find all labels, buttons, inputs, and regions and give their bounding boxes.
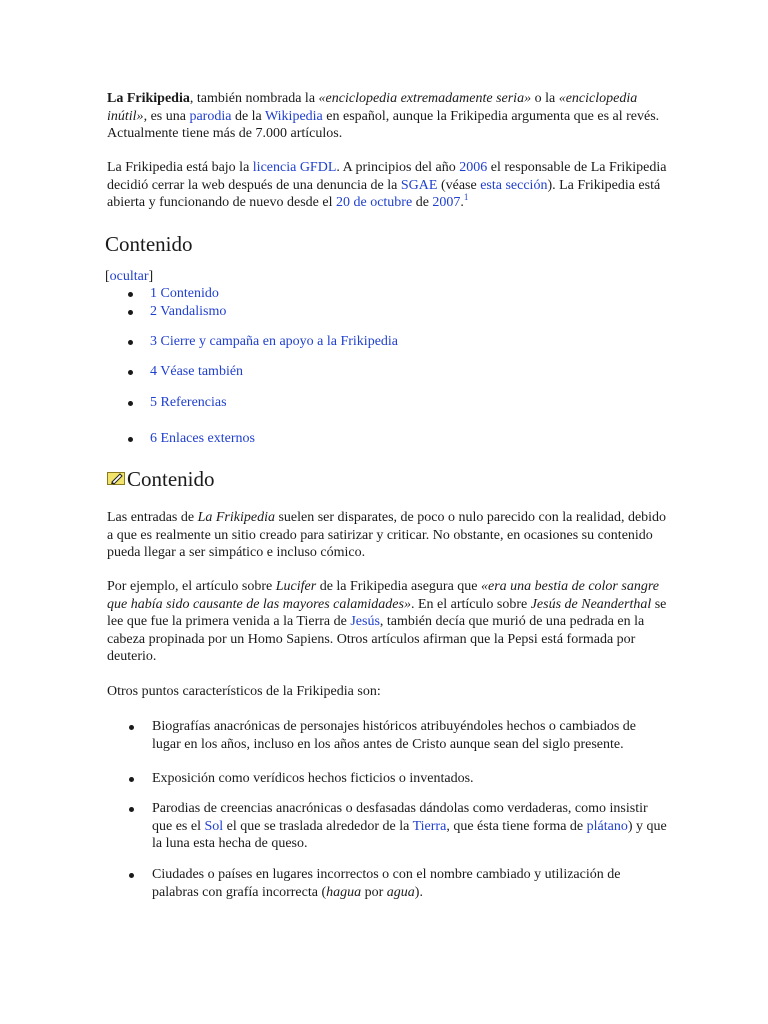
list-item: [129, 866, 669, 901]
bracket: ]: [148, 269, 154, 284]
italic-title: Lucifer: [275, 579, 317, 594]
intro-paragraph-2: [107, 159, 667, 212]
toc-toggle: [105, 268, 153, 286]
text-run: Las entradas de: [107, 510, 198, 525]
italic-word: hagua: [326, 884, 362, 900]
bullet-icon: [128, 340, 133, 345]
text-run: en español, aunque la Frikipedia argumenta que es al revés. Actualmente tiene más de 7.000 artículos.: [107, 108, 660, 141]
toc-item-link[interactable]: 1 Contenido: [150, 286, 219, 301]
text-run: (véase: [437, 177, 481, 193]
text-run: Por ejemplo, el artículo sobre: [107, 579, 276, 594]
text-run: . A principios del año: [336, 160, 460, 175]
link-licencia-gfdl[interactable]: licencia GFDL: [252, 160, 337, 175]
toc-item-link[interactable]: 5 Referencias: [150, 395, 227, 410]
toc-hide-link[interactable]: ocultar: [109, 269, 149, 284]
text-run: ) y que la luna esta hecha de queso.: [152, 818, 667, 851]
link-tierra[interactable]: Tierra: [412, 818, 447, 834]
text-run: , también nombrada la: [189, 91, 319, 106]
list-item-text: [152, 866, 667, 901]
text-run: el responsable de La Frikipedia decidió cerrar la web después de una denuncia de la: [107, 160, 667, 193]
text-run: por: [361, 884, 387, 900]
toc-heading: Contenido: [105, 232, 193, 256]
text-run: . En el artículo sobre: [410, 596, 531, 612]
bullet-icon: [128, 310, 133, 315]
link-parodia[interactable]: parodia: [189, 108, 232, 124]
text-run: La Frikipedia está bajo la: [107, 160, 253, 175]
section-heading: Contenido: [127, 467, 215, 491]
bullet-icon: [129, 777, 134, 782]
text-run: de: [412, 195, 433, 210]
bullet-icon: [129, 725, 134, 730]
link-esta-seccion[interactable]: esta sección: [480, 177, 548, 193]
toc-item-link[interactable]: 2 Vandalismo: [150, 304, 227, 319]
text-run: Parodias de creencias anacrónicas o desfasadas dándolas como verdaderas, como insistir que es el: [152, 801, 648, 834]
link-sol[interactable]: Sol: [204, 818, 224, 834]
text-run: o la: [531, 91, 559, 106]
text-run: , es una: [143, 108, 190, 124]
text-run: el que se traslada alrededor de la: [223, 818, 413, 834]
text-run: ). La Frikipedia está abierta y funcionando de nuevo desde el: [107, 177, 661, 210]
bullet-icon: [128, 437, 133, 442]
italic-quote: «era una bestia de color sangre que había sido causante de las mayores calamidades»: [107, 579, 659, 612]
link-jesus[interactable]: Jesús: [350, 614, 380, 629]
bracket: [: [105, 269, 110, 284]
section-paragraph-1: [107, 509, 667, 562]
text-run: se lee que fue la primera venida a la Tierra de: [107, 596, 667, 629]
bullet-icon: [129, 873, 134, 878]
bullet-icon: [128, 370, 133, 375]
link-platano[interactable]: plátano: [586, 818, 628, 834]
article-title-bold: La Frikipedia: [107, 91, 190, 106]
text-run: de la Frikipedia asegura que: [316, 579, 482, 594]
italic-quote: «enciclopedia inútil»: [107, 91, 638, 124]
text-run: de la: [231, 108, 266, 124]
bullet-icon: [129, 807, 134, 812]
italic-word: agua: [386, 884, 415, 900]
toc-item-link[interactable]: 3 Cierre y campaña en apoyo a la Frikipedia: [150, 334, 399, 349]
link-wikipedia[interactable]: Wikipedia: [265, 108, 323, 124]
bullet-icon: [128, 401, 133, 406]
toc-item-link[interactable]: 4 Véase también: [150, 364, 244, 379]
list-item-text: [152, 800, 667, 853]
link-sgae[interactable]: SGAE: [400, 177, 438, 193]
section-paragraph-3: Otros puntos característicos de la Frikipedia son:: [107, 684, 381, 699]
link-20-de-octubre[interactable]: 20 de octubre: [335, 195, 413, 210]
text-run: ).: [414, 884, 423, 900]
edit-pencil-icon[interactable]: [107, 472, 125, 485]
toc-item-link[interactable]: 6 Enlaces externos: [150, 431, 255, 446]
italic-title: Jesús de Neanderthal: [530, 596, 652, 612]
text-run: .: [460, 195, 464, 210]
list-item: [129, 800, 669, 853]
section-paragraph-2: [107, 578, 667, 666]
list-item: [129, 718, 669, 753]
bullet-icon: [128, 292, 133, 297]
text-run: suelen ser disparates, de poco o nulo parecido con la realidad, debido a que es realmente un sitio creado para satirizar y criticar. No obstante, en ocasiones su contenido pueda llegar a ser simpático e incluso cómico.: [107, 510, 667, 560]
link-2007[interactable]: 2007: [432, 195, 461, 210]
italic-title: La Frikipedia: [197, 510, 275, 525]
intro-paragraph-1: [107, 90, 667, 143]
text-run: , que ésta tiene forma de: [446, 818, 587, 834]
reference-link[interactable]: 1: [463, 192, 469, 202]
list-item-text: Exposición como verídicos hechos ficticios o inventados.: [152, 771, 474, 786]
italic-quote: «enciclopedia extremadamente seria»: [318, 91, 532, 106]
text-run: Ciudades o países en lugares incorrectos o con el nombre cambiado y utilización de palabras con grafía incorrecta (: [152, 867, 621, 900]
link-2006[interactable]: 2006: [459, 160, 488, 175]
list-item: [129, 770, 669, 788]
list-item-text: Biografías anacrónicas de personajes históricos atribuyéndoles hechos o cambiados de lugar en los años, incluso en los años antes de Cristo aunque sean del siglo presente.: [152, 719, 637, 752]
text-run: , también decía que murió de una pedrada en la cabeza propinada por un Homo Sapiens. Otros artículos afirman que la Pepsi está formada por deuterio.: [107, 614, 645, 664]
